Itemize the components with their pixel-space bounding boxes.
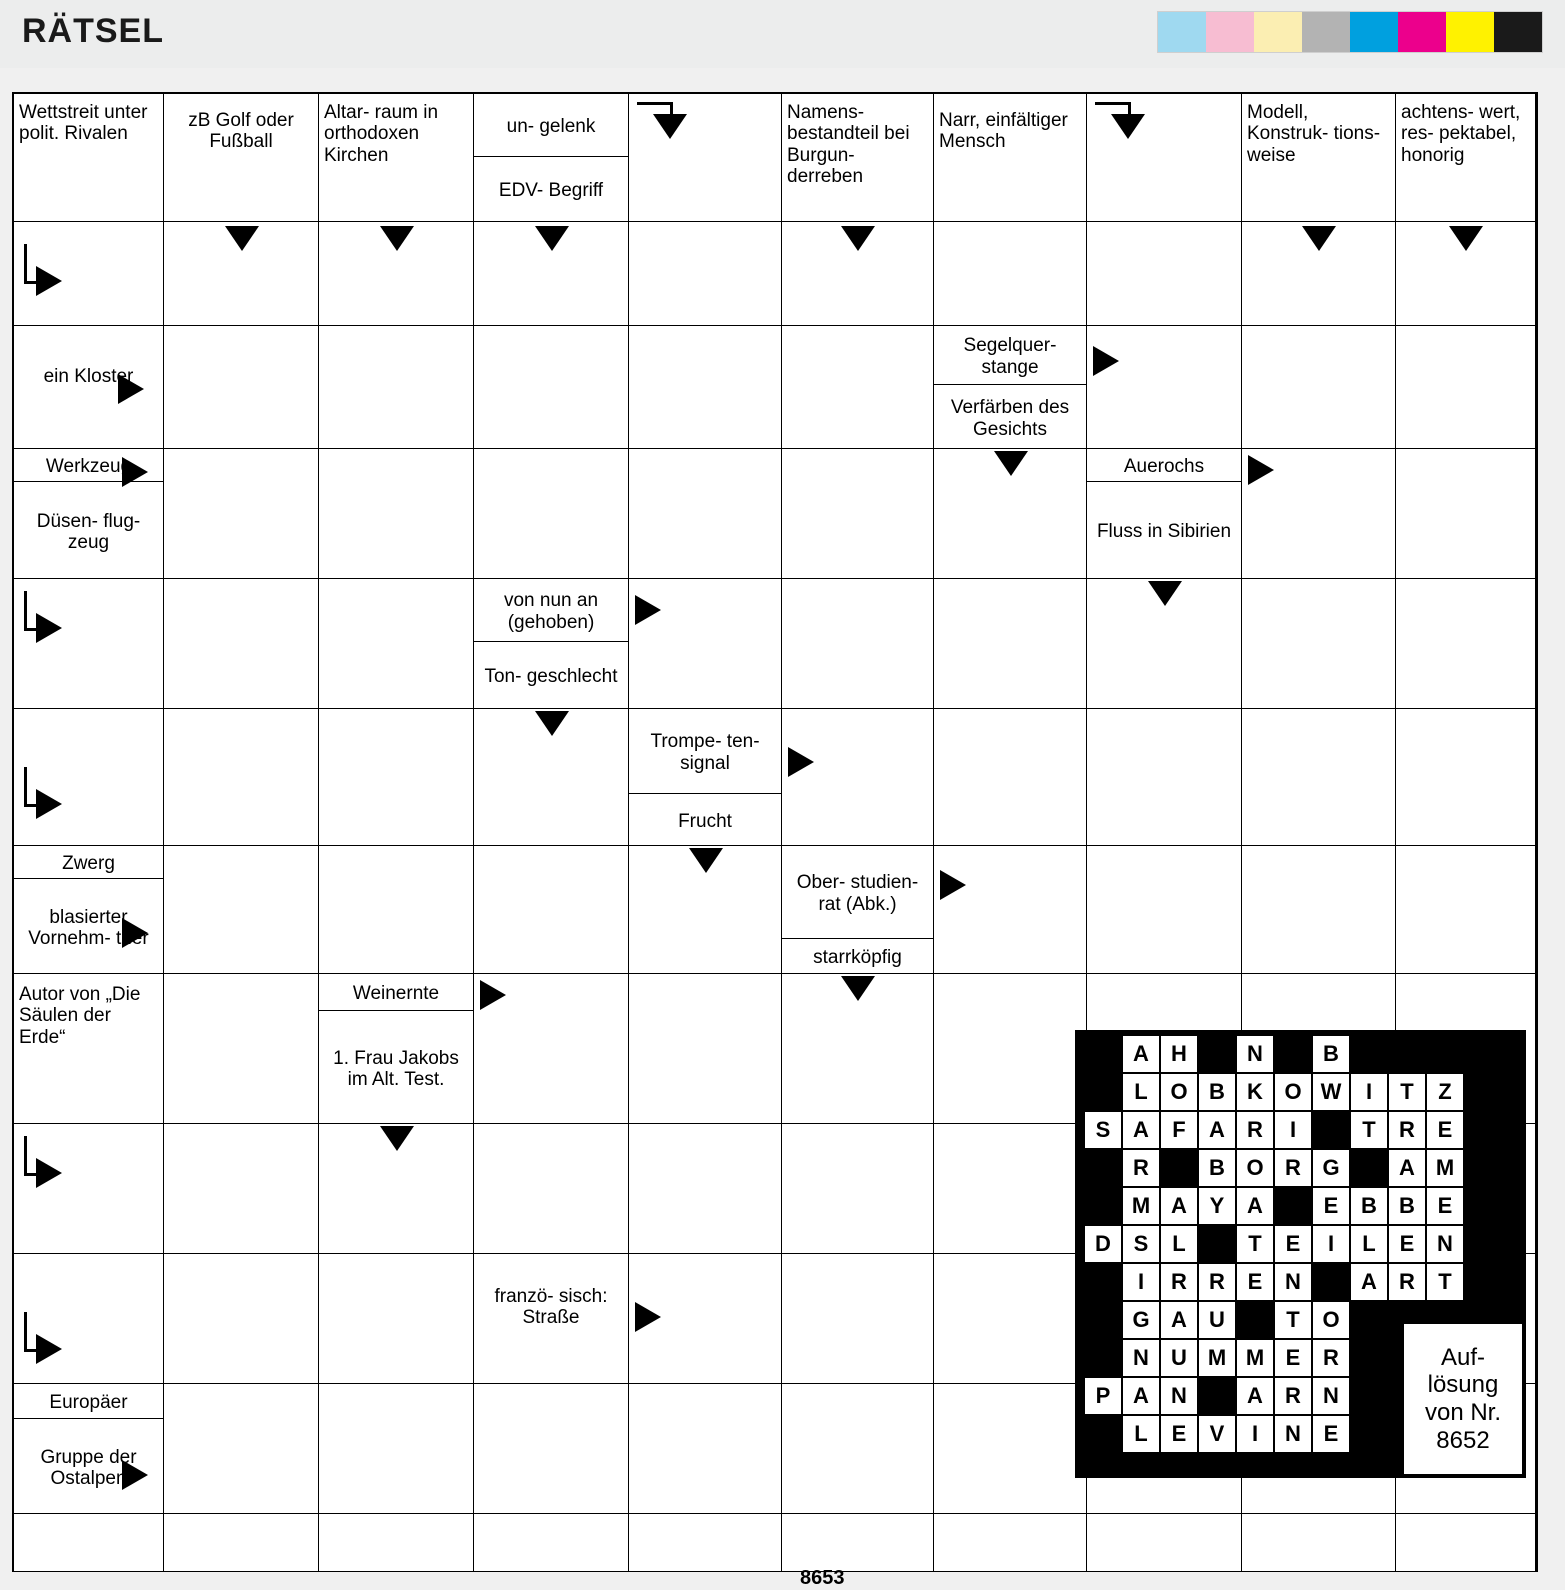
solution-letter: N <box>1275 1416 1311 1452</box>
clue-text-lower: Frucht <box>629 793 781 846</box>
solution-letter: T <box>1275 1302 1311 1338</box>
grid-cell-r4c2[interactable] <box>319 579 474 709</box>
solution-letter: G <box>1123 1302 1159 1338</box>
color-swatch-3 <box>1302 12 1350 52</box>
grid-cell-r8c5[interactable] <box>782 1124 934 1254</box>
grid-cell-r3c4[interactable] <box>629 449 782 579</box>
clue-text: zB Golf oder Fußball <box>188 110 294 153</box>
solution-letter: L <box>1123 1074 1159 1110</box>
solution-letter: A <box>1199 1112 1235 1148</box>
grid-cell-r2c1[interactable] <box>164 326 319 449</box>
grid-cell-r5c9[interactable] <box>1396 709 1536 846</box>
color-swatch-5 <box>1398 12 1446 52</box>
arrow-right-icon <box>1093 346 1119 376</box>
solution-letter: A <box>1389 1150 1425 1186</box>
grid-cell-r1c4[interactable] <box>629 222 782 326</box>
solution-letter: R <box>1161 1264 1197 1300</box>
solution-letter <box>1313 1112 1349 1148</box>
solution-letter: B <box>1351 1188 1387 1224</box>
grid-cell-r3c9[interactable] <box>1396 449 1536 579</box>
solution-letter <box>1351 1340 1387 1376</box>
clue-text-upper: Trompe- ten- signal <box>650 731 760 774</box>
solution-letter <box>1199 1378 1235 1414</box>
solution-letter: R <box>1275 1378 1311 1414</box>
solution-letter <box>1351 1150 1387 1186</box>
grid-cell-r6c5[interactable] <box>782 846 934 974</box>
color-calibration-bar <box>1157 11 1543 53</box>
arrow-right-icon <box>122 918 148 948</box>
grid-cell-r6c7[interactable] <box>1087 846 1242 974</box>
arrow-right-icon <box>635 1302 661 1332</box>
clue-text-lower: starrköpfig <box>782 938 933 974</box>
solution-letter: N <box>1427 1226 1463 1262</box>
grid-cell-r6c1[interactable] <box>164 846 319 974</box>
solution-letter: I <box>1237 1416 1273 1452</box>
elbow-connector <box>24 591 27 631</box>
grid-cell-r5c1[interactable] <box>164 709 319 846</box>
arrow-down-icon <box>535 711 569 736</box>
elbow-connector <box>24 1136 27 1176</box>
solution-letter <box>1351 1302 1387 1338</box>
grid-cell-r11c1[interactable] <box>164 1514 319 1572</box>
elbow-connector <box>24 767 27 807</box>
solution-letter <box>1085 1074 1121 1110</box>
solution-letter <box>1351 1416 1387 1452</box>
clue-text-lower: Fluss in Sibirien <box>1087 481 1241 579</box>
color-swatch-2 <box>1254 12 1302 52</box>
grid-cell-r11c7[interactable] <box>1087 1514 1242 1572</box>
grid-cell-r10c2[interactable] <box>319 1384 474 1514</box>
solution-letter <box>1085 1302 1121 1338</box>
solution-letter: I <box>1275 1112 1311 1148</box>
solution-letter: T <box>1389 1074 1425 1110</box>
arrow-right-icon <box>635 595 661 625</box>
clue-text: Narr, einfältiger Mensch <box>939 110 1068 153</box>
elbow-connector <box>637 102 673 105</box>
grid-cell-r3c2[interactable] <box>319 449 474 579</box>
solution-letter: M <box>1427 1150 1463 1186</box>
grid-cell-r2c9[interactable] <box>1396 326 1536 449</box>
page-title: RÄTSEL <box>22 12 164 50</box>
solution-row <box>1085 1074 1522 1110</box>
solution-letter: E <box>1237 1264 1273 1300</box>
grid-cell-r4c5[interactable] <box>782 579 934 709</box>
grid-cell-r0c9[interactable] <box>1396 94 1536 222</box>
solution-letter: R <box>1123 1150 1159 1186</box>
clue-text-upper: Werkzeug <box>45 455 132 477</box>
solution-letter: K <box>1237 1074 1273 1110</box>
grid-cell-r11c8[interactable] <box>1242 1514 1396 1572</box>
solution-letter: R <box>1389 1264 1425 1300</box>
solution-row <box>1085 1226 1522 1262</box>
solution-letter: B <box>1313 1036 1349 1072</box>
solution-letter: H <box>1161 1036 1197 1072</box>
grid-cell-r7c1[interactable] <box>164 974 319 1124</box>
solution-letter: A <box>1123 1378 1159 1414</box>
arrow-right-icon <box>36 1334 62 1364</box>
clue-text-upper: Weinernte <box>352 982 440 1004</box>
grid-cell-r4c9[interactable] <box>1396 579 1536 709</box>
solution-letter: U <box>1161 1340 1197 1376</box>
solution-letter: A <box>1237 1188 1273 1224</box>
clue-text-upper: Segelquer- stange <box>963 335 1057 378</box>
grid-cell-r0c1[interactable] <box>164 94 319 222</box>
solution-letter: E <box>1427 1188 1463 1224</box>
solution-letter: W <box>1313 1074 1349 1110</box>
grid-cell-r11c4[interactable] <box>629 1514 782 1572</box>
grid-cell-r3c3[interactable] <box>474 449 629 579</box>
solution-letter: E <box>1313 1188 1349 1224</box>
solution-letter: T <box>1351 1112 1387 1148</box>
grid-cell-r11c5[interactable] <box>782 1514 934 1572</box>
clue-text: Modell, Konstruk- tions- weise <box>1247 102 1381 166</box>
grid-cell-r8c6[interactable] <box>934 1124 1087 1254</box>
solution-letter: N <box>1313 1378 1349 1414</box>
solution-letter: V <box>1199 1416 1235 1452</box>
solution-letter: L <box>1123 1416 1159 1452</box>
grid-cell-r0c0[interactable] <box>14 94 164 222</box>
clue-text-upper: Zwerg <box>62 852 115 874</box>
grid-cell-r5c4[interactable] <box>629 709 782 846</box>
solution-row <box>1085 1150 1522 1186</box>
arrow-right-icon <box>122 1460 148 1490</box>
grid-cell-r2c3[interactable] <box>474 326 629 449</box>
grid-cell-r4c0[interactable] <box>14 579 164 709</box>
grid-cell-r8c1[interactable] <box>164 1124 319 1254</box>
grid-cell-r10c6[interactable] <box>934 1384 1087 1514</box>
solution-letter: E <box>1389 1226 1425 1262</box>
solution-letter <box>1085 1188 1121 1224</box>
solution-letter: E <box>1427 1112 1463 1148</box>
solution-letter: M <box>1123 1188 1159 1224</box>
arrow-down-icon <box>535 226 569 251</box>
clue-text: Autor von „Die Säulen der Erde“ <box>19 984 141 1048</box>
clue-text: ein Kloster <box>43 366 134 387</box>
grid-cell-r10c5[interactable] <box>782 1384 934 1514</box>
grid-cell-r6c6[interactable] <box>934 846 1087 974</box>
clue-text-lower: EDV- Begriff <box>474 156 628 222</box>
solution-letter <box>1085 1036 1121 1072</box>
solution-letter: N <box>1123 1340 1159 1376</box>
clue-text-upper: Ober- studien- rat (Abk.) <box>796 872 919 915</box>
grid-cell-r6c3[interactable] <box>474 846 629 974</box>
solution-letter: O <box>1237 1150 1273 1186</box>
solution-letter: N <box>1275 1264 1311 1300</box>
clue-text-lower: Düsen- flug- zeug <box>14 481 163 579</box>
solution-row <box>1085 1188 1522 1224</box>
grid-cell-r9c1[interactable] <box>164 1254 319 1384</box>
grid-cell-r5c6[interactable] <box>934 709 1087 846</box>
arrow-down-icon <box>1302 226 1336 251</box>
solution-letter: L <box>1161 1226 1197 1262</box>
elbow-connector <box>24 244 27 284</box>
solution-letter <box>1085 1264 1121 1300</box>
color-swatch-7 <box>1494 12 1542 52</box>
grid-cell-r6c9[interactable] <box>1396 846 1536 974</box>
solution-letter: R <box>1237 1112 1273 1148</box>
grid-cell-r11c9[interactable] <box>1396 1514 1536 1572</box>
grid-cell-r9c5[interactable] <box>782 1254 934 1384</box>
solution-letter: R <box>1389 1112 1425 1148</box>
solution-letter: M <box>1237 1340 1273 1376</box>
solution-letter: A <box>1351 1264 1387 1300</box>
grid-cell-r10c1[interactable] <box>164 1384 319 1514</box>
solution-letter <box>1085 1416 1121 1452</box>
grid-cell-r9c2[interactable] <box>319 1254 474 1384</box>
solution-letter: R <box>1199 1264 1235 1300</box>
grid-cell-r7c4[interactable] <box>629 974 782 1124</box>
solution-letter: Y <box>1199 1188 1235 1224</box>
grid-cell-r6c0[interactable] <box>14 846 164 974</box>
solution-letter <box>1313 1264 1349 1300</box>
solution-letter <box>1161 1150 1197 1186</box>
solution-label: Auf- lösung von Nr. 8652 <box>1404 1324 1522 1474</box>
arrow-down-icon <box>1148 581 1182 606</box>
grid-cell-r5c2[interactable] <box>319 709 474 846</box>
solution-letter: R <box>1275 1150 1311 1186</box>
solution-letter: I <box>1313 1226 1349 1262</box>
solution-letter: I <box>1123 1264 1159 1300</box>
color-swatch-0 <box>1158 12 1206 52</box>
grid-cell-r7c6[interactable] <box>934 974 1087 1124</box>
arrow-right-icon <box>480 980 506 1010</box>
grid-cell-r11c3[interactable] <box>474 1514 629 1572</box>
solution-letter: S <box>1085 1112 1121 1148</box>
grid-cell-r0c4[interactable] <box>629 94 782 222</box>
solution-row <box>1085 1036 1522 1072</box>
solution-letter: I <box>1351 1074 1387 1110</box>
grid-cell-r4c1[interactable] <box>164 579 319 709</box>
arrow-down-icon <box>689 848 723 873</box>
solution-letter: L <box>1351 1226 1387 1262</box>
elbow-connector <box>24 1312 27 1352</box>
grid-cell-r5c7[interactable] <box>1087 709 1242 846</box>
solution-letter: O <box>1161 1074 1197 1110</box>
arrow-right-icon <box>1248 455 1274 485</box>
grid-cell-r0c3[interactable] <box>474 94 629 222</box>
solution-letter: M <box>1199 1340 1235 1376</box>
arrow-right-icon <box>36 613 62 643</box>
solution-letter <box>1199 1036 1235 1072</box>
grid-cell-r2c2[interactable] <box>319 326 474 449</box>
solution-letter <box>1275 1188 1311 1224</box>
solution-letter: A <box>1123 1036 1159 1072</box>
solution-letter <box>1237 1302 1273 1338</box>
solution-letter: A <box>1237 1378 1273 1414</box>
arrow-down-icon <box>994 451 1028 476</box>
solution-letter <box>1351 1378 1387 1414</box>
grid-cell-r4c3[interactable] <box>474 579 629 709</box>
clue-text-lower: 1. Frau Jakobs im Alt. Test. <box>319 1010 473 1124</box>
clue-text: achtens- wert, res- pektabel, honorig <box>1401 102 1521 166</box>
clue-text-lower: Verfärben des Gesichts <box>934 384 1086 449</box>
solution-letter: N <box>1161 1378 1197 1414</box>
solution-letter: O <box>1313 1302 1349 1338</box>
grid-cell-r2c4[interactable] <box>629 326 782 449</box>
solution-letter: E <box>1161 1416 1197 1452</box>
grid-cell-r11c6[interactable] <box>934 1514 1087 1572</box>
grid-cell-r8c3[interactable] <box>474 1124 629 1254</box>
grid-cell-r2c7[interactable] <box>1087 326 1242 449</box>
elbow-connector <box>1095 102 1131 105</box>
solution-letter: D <box>1085 1226 1121 1262</box>
grid-cell-r4c8[interactable] <box>1242 579 1396 709</box>
arrow-down-icon <box>841 226 875 251</box>
arrow-down-icon <box>1111 114 1145 139</box>
arrow-down-icon <box>841 976 875 1001</box>
solution-letter <box>1389 1036 1425 1072</box>
clue-text-upper: un- gelenk <box>506 115 596 137</box>
solution-letter: E <box>1275 1226 1311 1262</box>
solution-block <box>1075 1030 1526 1478</box>
grid-cell-r6c8[interactable] <box>1242 846 1396 974</box>
clue-text-lower: Ton- geschlecht <box>474 641 628 709</box>
solution-letter <box>1085 1150 1121 1186</box>
arrow-right-icon <box>788 747 814 777</box>
solution-row <box>1085 1112 1522 1148</box>
solution-letter: E <box>1313 1416 1349 1452</box>
arrow-down-icon <box>1449 226 1483 251</box>
grid-cell-r1c6[interactable] <box>934 222 1087 326</box>
grid-cell-r7c2[interactable] <box>319 974 474 1124</box>
solution-letter: A <box>1161 1302 1197 1338</box>
solution-letter: O <box>1275 1074 1311 1110</box>
solution-letter: U <box>1199 1302 1235 1338</box>
arrow-right-icon <box>36 789 62 819</box>
clue-text: franzö- sisch: Straße <box>494 1286 608 1329</box>
grid-cell-r2c8[interactable] <box>1242 326 1396 449</box>
grid-cell-r3c7[interactable] <box>1087 449 1242 579</box>
page-header <box>0 0 1565 68</box>
grid-cell-r10c0[interactable] <box>14 1384 164 1514</box>
arrow-right-icon <box>118 374 144 404</box>
solution-letter: N <box>1237 1036 1273 1072</box>
arrow-right-icon <box>36 266 62 296</box>
grid-cell-r10c4[interactable] <box>629 1384 782 1514</box>
color-swatch-4 <box>1350 12 1398 52</box>
arrow-right-icon <box>940 870 966 900</box>
solution-letter: R <box>1313 1340 1349 1376</box>
solution-letter: B <box>1199 1150 1235 1186</box>
clue-text: Namens- bestandteil bei Burgun- derreben <box>787 102 910 187</box>
clue-text-lower: blasierter Vornehm- tuer <box>14 878 163 974</box>
clue-text: Wettstreit unter polit. Rivalen <box>19 102 148 145</box>
solution-letter: T <box>1427 1264 1463 1300</box>
solution-letter <box>1199 1226 1235 1262</box>
grid-cell-r1c7[interactable] <box>1087 222 1242 326</box>
grid-cell-r5c5[interactable] <box>782 709 934 846</box>
clue-text-upper: Auerochs <box>1123 455 1205 477</box>
solution-row <box>1085 1264 1522 1300</box>
arrow-right-icon <box>36 1158 62 1188</box>
grid-cell-r4c6[interactable] <box>934 579 1087 709</box>
grid-cell-r5c0[interactable] <box>14 709 164 846</box>
grid-cell-r2c5[interactable] <box>782 326 934 449</box>
solution-letter: T <box>1237 1226 1273 1262</box>
grid-cell-r11c2[interactable] <box>319 1514 474 1572</box>
solution-letter <box>1275 1036 1311 1072</box>
solution-letter: S <box>1123 1226 1159 1262</box>
grid-cell-r10c3[interactable] <box>474 1384 629 1514</box>
solution-letter: B <box>1389 1188 1425 1224</box>
clue-text-lower: Gruppe der Ostalpen <box>14 1418 163 1514</box>
arrow-down-icon <box>380 1126 414 1151</box>
arrow-down-icon <box>653 114 687 139</box>
solution-letter: A <box>1123 1112 1159 1148</box>
grid-cell-r0c8[interactable] <box>1242 94 1396 222</box>
solution-letter <box>1085 1340 1121 1376</box>
clue-text-upper: von nun an (gehoben) <box>503 590 599 633</box>
color-swatch-1 <box>1206 12 1254 52</box>
solution-letter: G <box>1313 1150 1349 1186</box>
grid-cell-r8c0[interactable] <box>14 1124 164 1254</box>
solution-letter: A <box>1161 1188 1197 1224</box>
grid-cell-r0c6[interactable] <box>934 94 1087 222</box>
solution-letter: Z <box>1427 1074 1463 1110</box>
puzzle-number: 8653 <box>800 1567 845 1589</box>
grid-cell-r0c2[interactable] <box>319 94 474 222</box>
solution-letter: E <box>1275 1340 1311 1376</box>
arrow-right-icon <box>122 457 148 487</box>
solution-letter: B <box>1199 1074 1235 1110</box>
solution-letter: P <box>1085 1378 1121 1414</box>
grid-cell-r2c6[interactable] <box>934 326 1087 449</box>
grid-cell-r3c5[interactable] <box>782 449 934 579</box>
clue-text-upper: Europäer <box>49 1391 128 1413</box>
grid-cell-r0c5[interactable] <box>782 94 934 222</box>
solution-letter <box>1351 1036 1387 1072</box>
clue-text: Altar- raum in orthodoxen Kirchen <box>324 102 439 166</box>
arrow-down-icon <box>380 226 414 251</box>
grid-cell-r8c4[interactable] <box>629 1124 782 1254</box>
grid-cell-r3c1[interactable] <box>164 449 319 579</box>
grid-cell-r9c3[interactable] <box>474 1254 629 1384</box>
grid-cell-r11c0[interactable] <box>14 1514 164 1572</box>
grid-cell-r7c0[interactable] <box>14 974 164 1124</box>
arrow-down-icon <box>225 226 259 251</box>
grid-cell-r5c8[interactable] <box>1242 709 1396 846</box>
color-swatch-6 <box>1446 12 1494 52</box>
grid-cell-r9c6[interactable] <box>934 1254 1087 1384</box>
grid-cell-r6c2[interactable] <box>319 846 474 974</box>
grid-cell-r9c0[interactable] <box>14 1254 164 1384</box>
solution-letter: F <box>1161 1112 1197 1148</box>
